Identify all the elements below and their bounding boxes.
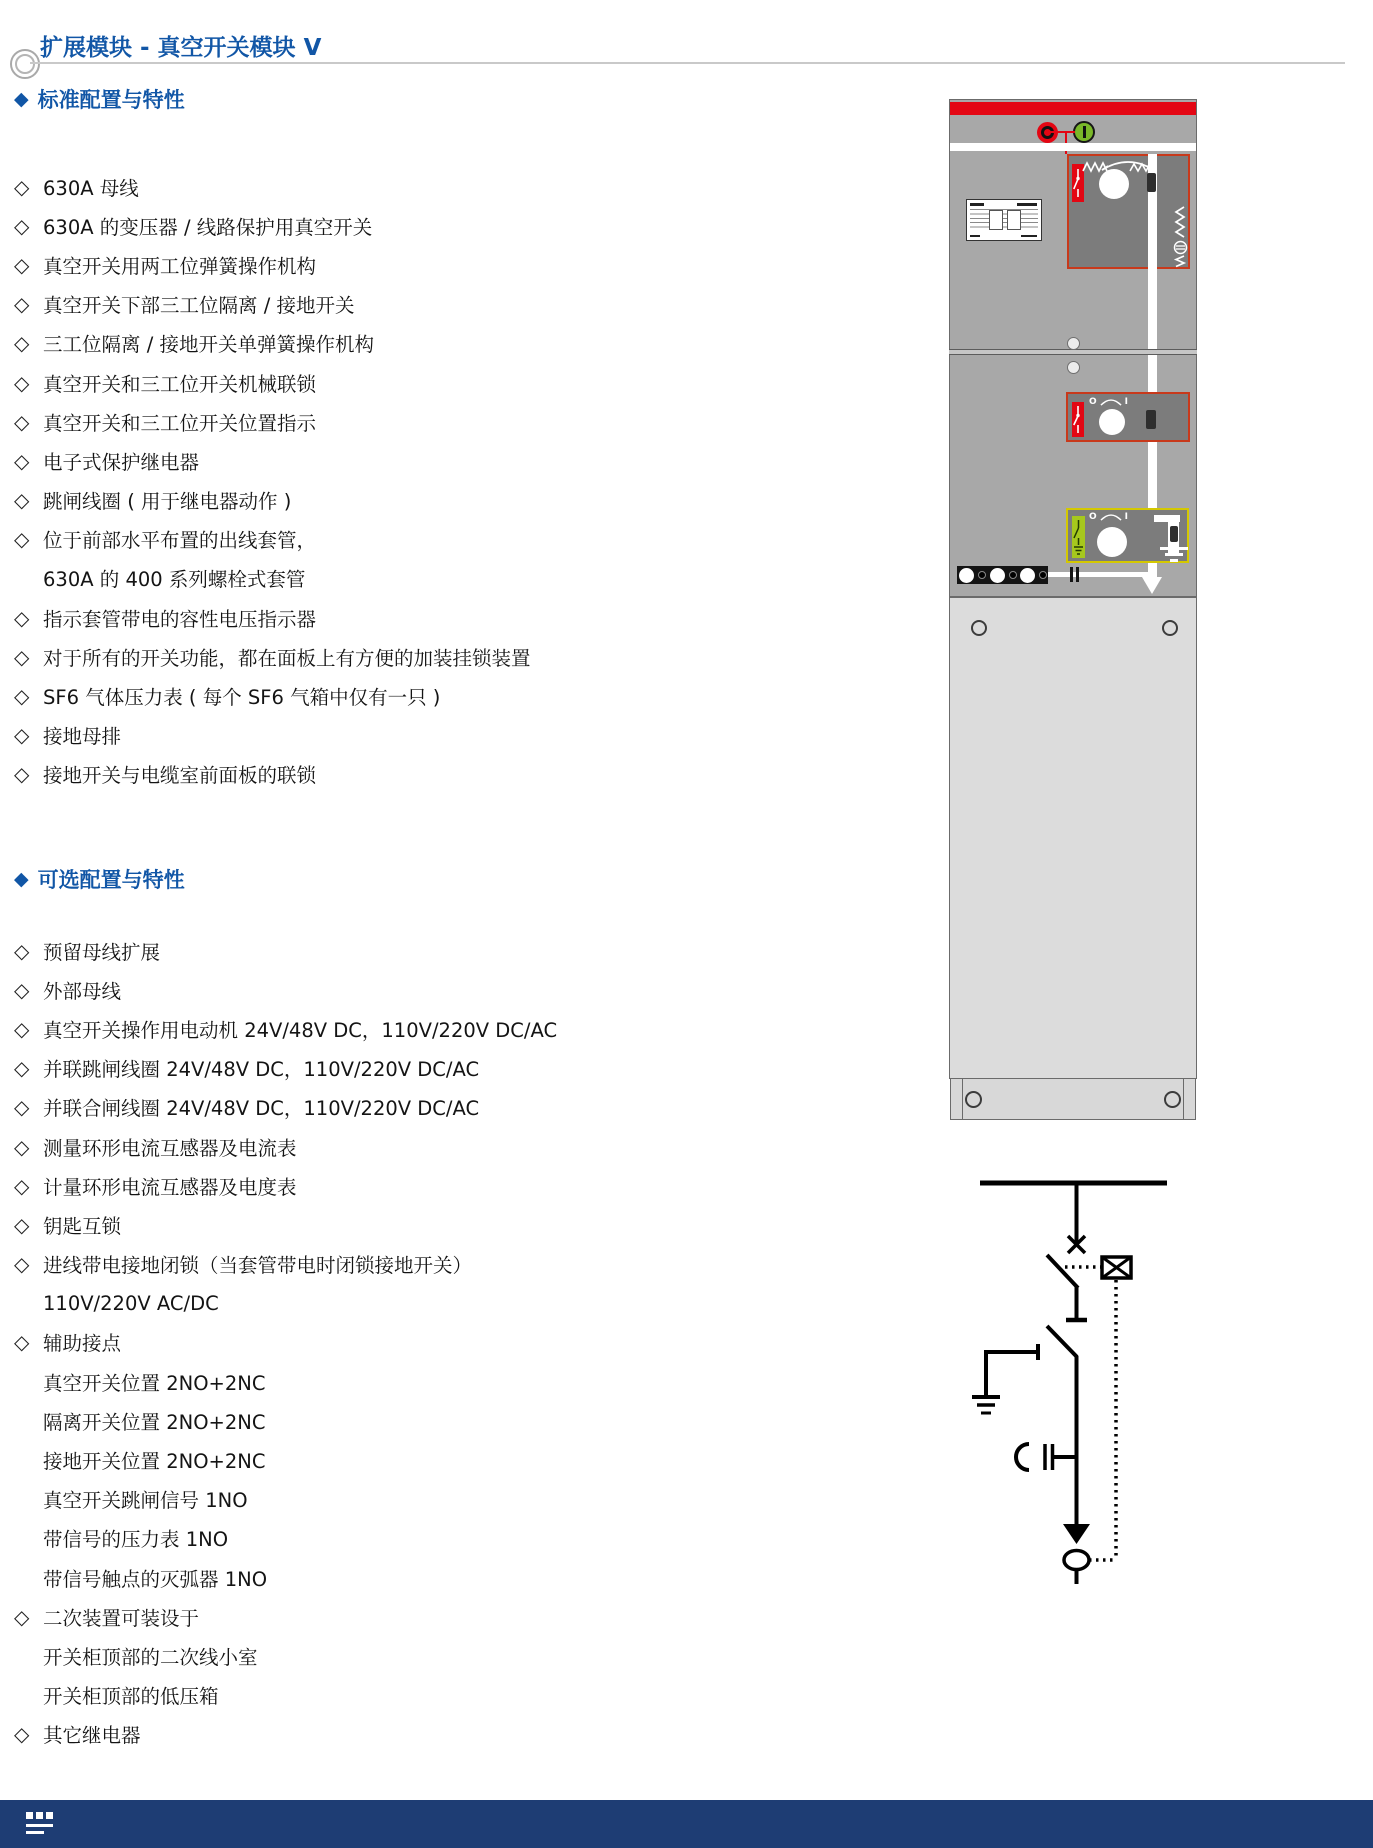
list-item: [14, 1166, 774, 1205]
list-item: [14, 559, 774, 598]
list-item: [14, 1088, 774, 1127]
shaft-slot: [1146, 410, 1156, 429]
bushing-conductor-line: [1048, 572, 1148, 577]
diamond-outline-bullet-icon: ◇: [14, 1252, 30, 1277]
list-item: [14, 245, 774, 284]
list-item-text: 辅助接点: [43, 1332, 122, 1356]
list-item-text: 对于所有的开关功能，都在面板上有方便的加装挂锁装置: [43, 646, 531, 670]
off-label: O: [1089, 397, 1097, 407]
bushing-bolt-icon: [1009, 571, 1017, 579]
diamond-outline-bullet-icon: ◇: [14, 1056, 30, 1081]
list-item: [14, 1245, 774, 1284]
binder-ring-icon: [10, 49, 40, 79]
diamond-outline-bullet-icon: ◇: [14, 527, 30, 552]
list-item-text: 位于前部水平布置的出线套管，: [43, 529, 317, 553]
list-item: [14, 402, 774, 441]
list-item: [14, 1715, 774, 1754]
diamond-outline-bullet-icon: ◇: [14, 605, 30, 630]
rating-nameplate: [966, 199, 1042, 241]
rotary-direction-label: [1089, 512, 1128, 522]
list-item: [14, 1362, 774, 1401]
list-item: [14, 1401, 774, 1440]
spring-icon: [1172, 255, 1188, 268]
disconnector-operating-panel: [1066, 392, 1190, 442]
vacuum-switch-operating-panel: [1067, 154, 1190, 269]
operating-shaft-hole: [1099, 409, 1125, 435]
section-heading-optional: [14, 864, 185, 894]
plinth-leg: [962, 1079, 963, 1119]
list-item: [14, 441, 774, 480]
earth-conductor: [1154, 515, 1180, 522]
diamond-outline-bullet-icon: ◇: [14, 644, 30, 669]
on-pushbutton-icon: [1073, 121, 1095, 143]
diamond-outline-bullet-icon: ◇: [14, 488, 30, 513]
list-item-text: 隔离开关位置 2NO+2NC: [43, 1410, 266, 1434]
list-item-text: 钥匙互锁: [43, 1214, 122, 1238]
list-item-text: 三工位隔离 / 接地开关单弹簧操作机构: [43, 333, 374, 357]
diamond-outline-bullet-icon: ◇: [14, 174, 30, 199]
list-item-text: 电子式保护继电器: [43, 450, 200, 474]
optional-feature-list: [14, 931, 774, 1754]
diamond-outline-bullet-icon: ◇: [14, 370, 30, 395]
diamond-outline-bullet-icon: ◇: [14, 977, 30, 1002]
plinth-hole: [965, 1091, 982, 1108]
rotary-direction-label: [1089, 397, 1128, 407]
spring-icon: [1172, 206, 1188, 238]
list-item-text: 并联合闸线圈 24V/48V DC，110V/220V DC/AC: [43, 1097, 480, 1121]
list-item: [14, 1558, 774, 1597]
nameplate-column: [1007, 210, 1021, 230]
cover-hole: [1162, 620, 1178, 636]
list-item: [14, 520, 774, 559]
list-item-text: 外部母线: [43, 979, 122, 1003]
connector-bar: [1076, 567, 1079, 582]
list-item: [14, 1323, 774, 1362]
diamond-outline-bullet-icon: ◇: [14, 331, 30, 356]
list-item-text: 真空开关跳闸信号 1NO: [43, 1489, 248, 1513]
cabinet-base-plinth: [950, 1078, 1196, 1120]
list-item-text: 跳闸线圈 ( 用于继电器动作 ): [43, 490, 292, 514]
list-item-text: 开关柜顶部的二次线小室: [43, 1645, 258, 1669]
cable-arrow: [1063, 1524, 1090, 1544]
list-item-text: 接地母排: [43, 725, 122, 749]
list-item-text: 630A 的 400 系列螺栓式套管: [43, 568, 306, 592]
list-item: [14, 1597, 774, 1636]
list-item: [14, 1205, 774, 1244]
diamond-outline-bullet-icon: ◇: [14, 252, 30, 277]
list-item-text: 测量环形电流互感器及电流表: [43, 1136, 297, 1160]
list-item-text: 并联跳闸线圈 24V/48V DC，110V/220V DC/AC: [43, 1058, 480, 1082]
cable-bushing-strip: [957, 566, 1048, 584]
footer-logo-marks: [26, 1812, 33, 1819]
list-item-text: 接地开关与电缆室前面板的联锁: [43, 764, 317, 788]
diamond-outline-bullet-icon: ◇: [14, 1173, 30, 1198]
list-item: [14, 1440, 774, 1479]
list-item: [14, 167, 774, 206]
section-heading-standard: [14, 84, 185, 114]
bushing-icon: [959, 568, 974, 583]
diamond-outline-bullet-icon: ◇: [14, 1722, 30, 1747]
nameplate-table-lines: [970, 209, 1038, 231]
plinth-leg: [1183, 1079, 1184, 1119]
on-label: I: [1124, 397, 1129, 407]
footer-logo-marks: [46, 1812, 53, 1819]
on-label: I: [1124, 512, 1129, 522]
off-label: O: [1089, 512, 1097, 522]
list-item-text: 真空开关用两工位弹簧操作机构: [43, 254, 317, 278]
nameplate-text-blur: [1017, 203, 1037, 206]
list-item: [14, 716, 774, 755]
connector-bar: [1070, 567, 1073, 582]
bushing-bolt-icon: [1039, 571, 1047, 579]
section-heading-text: 标准配置与特性: [37, 88, 185, 112]
list-item-text: 其它继电器: [43, 1724, 141, 1748]
conductor-arrow-icon: [1142, 577, 1162, 594]
list-item: [14, 285, 774, 324]
list-item: [14, 1284, 774, 1323]
list-item-text: 二次装置可装设于: [43, 1606, 200, 1630]
nameplate-text-blur: [970, 203, 984, 206]
list-item: [14, 363, 774, 402]
list-item-text: 计量环形电流互感器及电度表: [43, 1175, 297, 1199]
list-item: [14, 324, 774, 363]
list-item: [14, 1009, 774, 1048]
on-pushbutton-bar: [1083, 126, 1086, 138]
list-item-text: 带信号触点的灭弧器 1NO: [43, 1567, 268, 1591]
open-switch-symbol-icon: [1072, 402, 1084, 437]
diamond-filled-icon: ◆: [14, 87, 29, 110]
nameplate-column: [989, 210, 1003, 230]
breaker-blade: [1047, 1255, 1078, 1288]
cabinet-top-red-bar: [950, 102, 1196, 115]
diamond-filled-icon: ◆: [14, 867, 29, 890]
list-item: [14, 1049, 774, 1088]
list-item: [14, 676, 774, 715]
diamond-outline-bullet-icon: ◇: [14, 292, 30, 317]
single-line-diagram: [950, 1170, 1200, 1600]
bushing-icon: [1020, 568, 1035, 583]
earth-position-indicator: [1072, 516, 1085, 558]
voltage-indicator-arc: [1016, 1444, 1029, 1470]
list-item: [14, 206, 774, 245]
list-item-text: 预留母线扩展: [43, 940, 161, 964]
button-link-line: [1049, 131, 1075, 133]
list-item: [14, 970, 774, 1009]
list-item: [14, 1676, 774, 1715]
diamond-outline-bullet-icon: ◇: [14, 1212, 30, 1237]
list-item: [14, 1480, 774, 1519]
diamond-outline-bullet-icon: ◇: [14, 213, 30, 238]
section-heading-text: 可选配置与特性: [37, 868, 185, 892]
footer-logo-marks: [26, 1831, 44, 1834]
page-title: 扩展模块 - 真空开关模块 V: [40, 35, 322, 61]
front-white-band: [950, 143, 1196, 151]
earth-symbol-bar: [1165, 553, 1183, 556]
diamond-outline-bullet-icon: ◇: [14, 684, 30, 709]
list-item-text: 真空开关下部三工位隔离 / 接地开关: [43, 294, 355, 318]
bushing-bolt-icon: [978, 571, 986, 579]
shaft-slot: [1147, 173, 1156, 192]
switch-position-indicator: [1072, 402, 1084, 437]
fixing-hole: [1067, 337, 1080, 350]
operating-shaft-hole: [1099, 169, 1129, 199]
list-item-text: 真空开关和三工位开关位置指示: [43, 411, 317, 435]
list-item-text: 真空开关位置 2NO+2NC: [43, 1371, 266, 1395]
cover-hole: [971, 620, 987, 636]
footer-logo-marks: [36, 1812, 43, 1819]
list-item-text: 真空开关操作用电动机 24V/48V DC，110V/220V DC/AC: [43, 1018, 558, 1042]
list-item-text: 开关柜顶部的低压箱: [43, 1685, 219, 1709]
disconnector-blade: [1047, 1326, 1077, 1357]
cable-compartment-cover: [949, 597, 1197, 1079]
list-item-text: 接地开关位置 2NO+2NC: [43, 1450, 266, 1474]
list-item: [14, 1519, 774, 1558]
diamond-outline-bullet-icon: ◇: [14, 1016, 30, 1041]
list-item-text: 带信号的压力表 1NO: [43, 1528, 229, 1552]
adjuster-screw-icon: [1173, 240, 1188, 255]
standard-feature-list: [14, 167, 774, 794]
list-item: [14, 481, 774, 520]
list-item-text: 630A 母线: [43, 176, 139, 200]
diamond-outline-bullet-icon: ◇: [14, 1095, 30, 1120]
list-item: [14, 1127, 774, 1166]
earth-switch-symbol-icon: [1072, 516, 1085, 558]
earth-symbol-bar: [1170, 559, 1178, 562]
diamond-outline-bullet-icon: ◇: [14, 723, 30, 748]
shaft-slot: [1170, 526, 1178, 542]
list-item: [14, 598, 774, 637]
list-item-text: 真空开关和三工位开关机械联锁: [43, 372, 317, 396]
diamond-outline-bullet-icon: ◇: [14, 409, 30, 434]
current-transformer-ring: [1064, 1551, 1089, 1570]
list-item-text: 指示套管带电的容性电压指示器: [43, 607, 317, 631]
list-item: [14, 755, 774, 794]
diamond-outline-bullet-icon: ◇: [14, 938, 30, 963]
fixing-hole: [1067, 361, 1080, 374]
diamond-outline-bullet-icon: ◇: [14, 448, 30, 473]
footer-logo-marks: [26, 1824, 53, 1827]
bushing-icon: [990, 568, 1005, 583]
plinth-hole: [1164, 1091, 1181, 1108]
list-item-text: 110V/220V AC/DC: [43, 1291, 219, 1315]
list-item: [14, 931, 774, 970]
operating-shaft-hole: [1097, 527, 1127, 557]
rotate-arrow-icon: [1099, 397, 1123, 407]
list-item-text: 进线带电接地闭锁（当套管带电时闭锁接地开关）: [43, 1254, 473, 1278]
diamond-outline-bullet-icon: ◇: [14, 1330, 30, 1355]
list-item-text: 630A 的变压器 / 线路保护用真空开关: [43, 215, 373, 239]
footer-bar: [0, 1800, 1373, 1848]
nameplate-text-blur: [970, 235, 980, 237]
list-item: [14, 1636, 774, 1675]
header-divider: [30, 62, 1345, 64]
earth-symbol-bar: [1160, 547, 1188, 550]
rotate-arrow-icon: [1099, 512, 1123, 522]
list-item-text: SF6 气体压力表 ( 每个 SF6 气箱中仅有一只 ): [43, 686, 441, 710]
diamond-outline-bullet-icon: ◇: [14, 762, 30, 787]
switchgear-cabinet-illustration: [949, 99, 1197, 1119]
diamond-outline-bullet-icon: ◇: [14, 1604, 30, 1629]
nameplate-text-blur: [1021, 235, 1037, 237]
list-item: [14, 637, 774, 676]
earthing-switch-operating-panel: [1066, 508, 1189, 563]
diamond-outline-bullet-icon: ◇: [14, 1134, 30, 1159]
